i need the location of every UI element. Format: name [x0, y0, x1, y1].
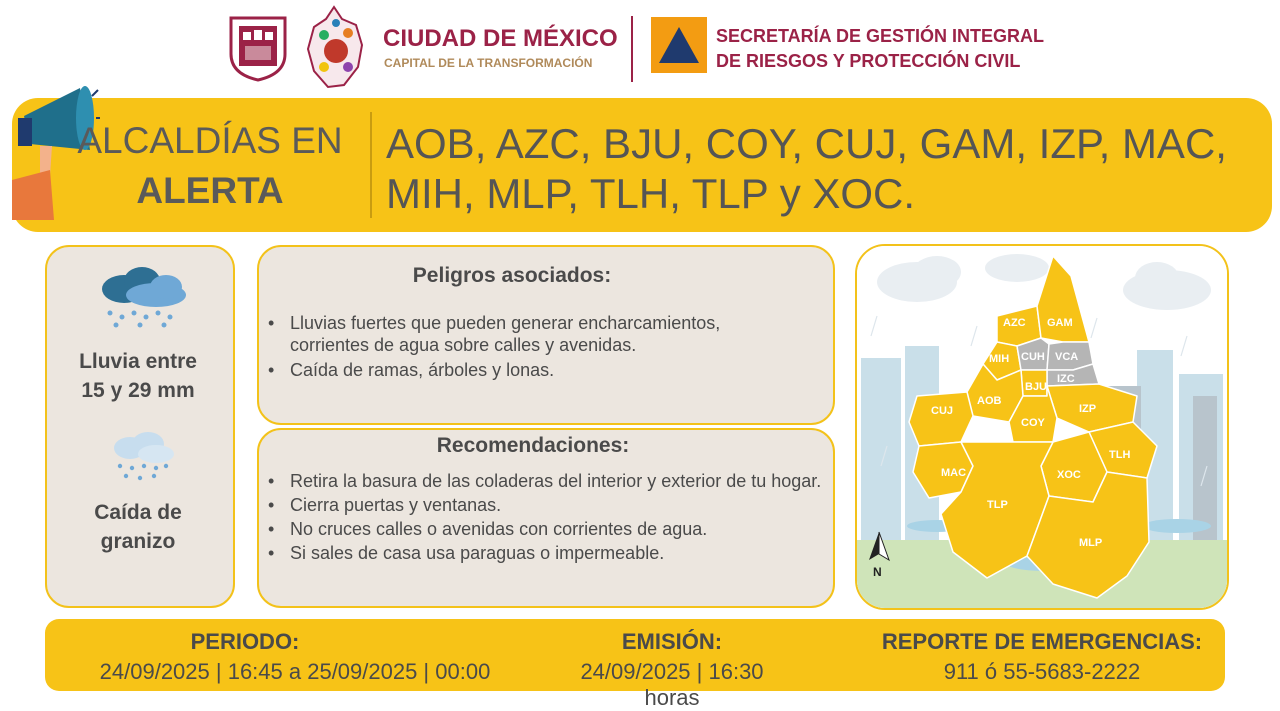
recomendaciones-list: [262, 470, 828, 564]
rain-text-line2: 15 y 29 mm: [81, 379, 195, 402]
map-label-aob: AOB: [977, 395, 1002, 407]
alcaldias-line2: MIH, MLP, TLH, TLP y XOC.: [386, 170, 916, 217]
map-label-mlp: MLP: [1079, 537, 1103, 549]
recomendaciones-title: Recomendaciones:: [436, 434, 630, 457]
heart-logo: [304, 5, 368, 91]
map-label-izp: IZP: [1079, 403, 1097, 415]
map-label-xoc: XOC: [1057, 469, 1081, 481]
secretaria-line1: SECRETARÍA DE GESTIÓN INTEGRAL: [716, 26, 1045, 46]
list-item: • Caída de ramas, árboles y lonas.: [262, 359, 792, 381]
alcaldias-line1: AOB, AZC, BJU, COY, CUJ, GAM, IZP, MAC,: [386, 120, 1227, 167]
peligros-list: [262, 312, 792, 381]
secretaria-line2: DE RIESGOS Y PROTECCIÓN CIVIL: [716, 51, 1021, 71]
rain-text-line1: Lluvia entre: [79, 350, 197, 373]
map-label-cuh: CUH: [1021, 351, 1045, 363]
proteccion-civil-logo: [651, 17, 707, 73]
map-label-bju: BJU: [1025, 381, 1048, 393]
gov-subtitle: CAPITAL DE LA TRANSFORMACIÓN: [384, 56, 593, 70]
emision-value: 24/09/2025 | 16:30 horas: [580, 659, 764, 710]
map-illustration: [857, 246, 1227, 608]
map-label-izc: IZC: [1057, 373, 1075, 385]
list-item: • Retira la basura de las coladeras del interior y exterior de tu hogar.: [262, 470, 828, 492]
alert-label-line2: ALERTA: [136, 170, 284, 211]
hail-text-line1: Caída de: [94, 501, 182, 524]
list-item: • Cierra puertas y ventanas.: [262, 494, 828, 516]
list-item: • No cruces calles o avenidas con corrientes de agua.: [262, 518, 828, 540]
map-label-mih: MIH: [989, 353, 1010, 365]
alert-label-line1: ALCALDÍAS EN: [77, 120, 343, 161]
map-label-mac: MAC: [941, 467, 967, 479]
map-label-tlh: TLH: [1109, 449, 1131, 461]
map-label-coy: COY: [1021, 417, 1045, 429]
map-label-tlp: TLP: [987, 499, 1008, 511]
map-label-azc: AZC: [1003, 317, 1026, 329]
periodo-value: 24/09/2025 | 16:45 a 25/09/2025 | 00:00: [99, 659, 491, 684]
reporte-label: REPORTE DE EMERGENCIAS:: [881, 629, 1203, 654]
header-divider: [631, 16, 633, 82]
list-item: • Lluvias fuertes que pueden generar encharcamientos, corrientes de agua sobre calles y avenidas.: [262, 312, 792, 356]
cdmx-shield-logo: [229, 16, 287, 82]
alert-divider: [370, 112, 372, 218]
cdmx-alert-map: [855, 244, 1229, 610]
map-label-gam: GAM: [1047, 317, 1073, 329]
peligros-title: Peligros asociados:: [412, 264, 612, 287]
gov-title: CIUDAD DE MÉXICO: [383, 25, 618, 52]
hail-cloud-icon: [106, 430, 178, 484]
periodo-label: PERIODO:: [190, 629, 300, 654]
reporte-value: 911 ó 55-5683-2222: [943, 659, 1141, 684]
hail-text-line2: granizo: [100, 530, 176, 553]
north-label: N: [873, 565, 882, 579]
list-item: • Si sales de casa usa paraguas o impermeable.: [262, 542, 828, 564]
emision-label: EMISIÓN:: [621, 629, 723, 654]
map-label-vca: VCA: [1055, 351, 1079, 363]
rain-cloud-icon: [94, 265, 194, 335]
map-label-cuj: CUJ: [931, 405, 954, 417]
